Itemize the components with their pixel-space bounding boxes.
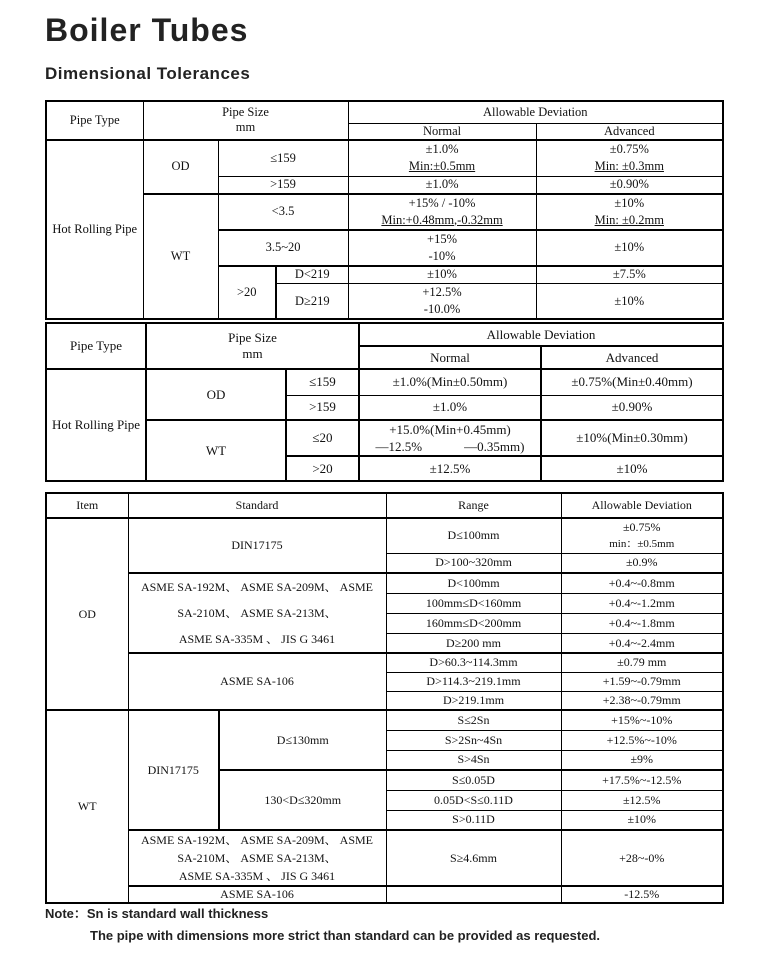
cell-normal: ±10%	[348, 266, 536, 284]
header-pipe-size-unit: mm	[242, 346, 263, 361]
cell-deviation: +1.59~-0.79mm	[561, 672, 723, 691]
header-pipe-size-label: Pipe Size	[222, 105, 269, 120]
cell-sub-size: D≥219	[276, 284, 348, 320]
header-pipe-type: Pipe Type	[46, 101, 143, 140]
cell-range: 160mm≤D<200mm	[386, 614, 561, 634]
cell-range: D≥200 mm	[386, 634, 561, 653]
cell-normal: ±1.0% Min:±0.5mm	[348, 140, 536, 177]
cell-range: S≤0.05D	[386, 770, 561, 790]
note-line-2: The pipe with dimensions more strict than standard can be provided as requested.	[90, 928, 600, 943]
table-row	[46, 573, 723, 593]
page-title: Boiler Tubes	[45, 12, 249, 48]
cell-size: <3.5	[218, 194, 348, 230]
header-pipe-size-unit: mm	[235, 120, 256, 135]
cell-size: ≤20	[286, 420, 359, 456]
cell-deviation: +15%~-10%	[561, 710, 723, 730]
cell-pipe-type: Hot Rolling Pipe	[46, 369, 146, 481]
cell-deviation: ±10%	[561, 810, 723, 830]
cell-deviation: +28~-0%	[561, 830, 723, 886]
cell-advanced: ±10%	[541, 456, 723, 481]
cell-advanced: ±0.75%(Min±0.40mm)	[541, 369, 723, 395]
cell-deviation: +0.4~-1.2mm	[561, 593, 723, 613]
table-row	[46, 830, 723, 886]
cell-standard-din: DIN17175	[128, 518, 386, 573]
cell-deviation: ±0.75% min：±0.5mm	[561, 518, 723, 553]
cell-size-range: 130<D≤320mm	[219, 770, 386, 830]
cell-size: >159	[218, 177, 348, 194]
table-row	[46, 653, 723, 672]
cell-standard-asme106: ASME SA-106	[128, 886, 386, 903]
cell-advanced: ±10%(Min±0.30mm)	[541, 420, 723, 456]
cell-advanced: ±10%	[536, 284, 723, 320]
page-subtitle: Dimensional Tolerances	[45, 64, 251, 83]
header-pipe-size	[143, 101, 348, 140]
cell-advanced: ±7.5%	[536, 266, 723, 284]
cell-advanced: ±0.90%	[536, 177, 723, 194]
header-pipe-type: Pipe Type	[46, 323, 146, 369]
cell-range: 0.05D<S≤0.11D	[386, 790, 561, 810]
cell-range: D>100~320mm	[386, 553, 561, 573]
header-range: Range	[386, 493, 561, 518]
cell-deviation: ±9%	[561, 750, 723, 770]
table-row	[46, 420, 723, 456]
cell-deviation: ±0.79 mm	[561, 653, 723, 672]
cell-normal: +12.5% -10.0%	[348, 284, 536, 320]
cell-size: ≤159	[218, 140, 348, 177]
header-pipe-size-label: Pipe Size	[228, 330, 277, 345]
cell-range: D<100mm	[386, 573, 561, 593]
cell-deviation: +0.4~-0.8mm	[561, 573, 723, 593]
cell-range: 100mm≤D<160mm	[386, 593, 561, 613]
cell-advanced: ±0.75% Min: ±0.3mm	[536, 140, 723, 177]
cell-standard-asme-group: ASME SA-192M、 ASME SA-209M、 ASME SA-210M、 ASME SA-213M、 ASME SA-335M 、 JIS G 3461	[128, 830, 386, 886]
table-row	[46, 369, 723, 395]
table-row	[46, 101, 723, 123]
cell-advanced: ±10%	[536, 230, 723, 266]
cell-od: OD	[143, 140, 218, 194]
cell-normal: ±1.0%	[359, 395, 541, 420]
header-allowable-deviation: Allowable Deviation	[348, 101, 723, 123]
cell-deviation: -12.5%	[561, 886, 723, 903]
cell-standard-asme-group: ASME SA-192M、 ASME SA-209M、 ASME SA-210M、 ASME SA-213M、 ASME SA-335M 、 JIS G 3461	[128, 573, 386, 653]
table-row	[46, 493, 723, 518]
cell-advanced: ±10% Min: ±0.2mm	[536, 194, 723, 230]
tolerance-table-standards	[45, 492, 724, 904]
header-pipe-size	[146, 323, 359, 369]
cell-deviation: +2.38~-0.79mm	[561, 691, 723, 710]
table-row	[46, 710, 723, 730]
cell-pipe-type: Hot Rolling Pipe	[46, 140, 143, 320]
cell-normal: +15% -10%	[348, 230, 536, 266]
header-allowable-deviation: Allowable Deviation	[561, 493, 723, 518]
cell-standard-asme106: ASME SA-106	[128, 653, 386, 710]
cell-range-empty	[386, 886, 561, 903]
cell-range: S>2Sn~4Sn	[386, 730, 561, 750]
tolerance-table-hot-rolling-2	[45, 322, 724, 482]
cell-od: OD	[146, 369, 286, 420]
cell-sub-size: D<219	[276, 266, 348, 284]
header-normal: Normal	[359, 346, 541, 369]
table-row	[46, 886, 723, 903]
cell-normal: +15% / -10% Min:+0.48mm,-0.32mm	[348, 194, 536, 230]
cell-size: ≤159	[286, 369, 359, 395]
cell-range: D>60.3~114.3mm	[386, 653, 561, 672]
cell-normal: +15.0%(Min+0.45mm) —12.5% —0.35mm)	[359, 420, 541, 456]
cell-deviation: +0.4~-1.8mm	[561, 614, 723, 634]
footnotes	[45, 903, 600, 943]
cell-size-range: D≤130mm	[219, 710, 386, 770]
cell-wt: WT	[143, 194, 218, 320]
cell-normal: ±12.5%	[359, 456, 541, 481]
cell-wt: WT	[146, 420, 286, 481]
cell-item-od: OD	[46, 518, 128, 710]
header-normal: Normal	[348, 123, 536, 140]
cell-advanced: ±0.90%	[541, 395, 723, 420]
table-row	[46, 140, 723, 177]
cell-size: >20	[286, 456, 359, 481]
cell-deviation: +0.4~-2.4mm	[561, 634, 723, 653]
cell-size: >20	[218, 266, 276, 320]
note-line-1: Note：Sn is standard wall thickness	[45, 906, 269, 921]
cell-range: D≤100mm	[386, 518, 561, 553]
header-item: Item	[46, 493, 128, 518]
cell-size: 3.5~20	[218, 230, 348, 266]
header-allowable-deviation: Allowable Deviation	[359, 323, 723, 346]
cell-deviation: ±12.5%	[561, 790, 723, 810]
cell-normal: ±1.0%	[348, 177, 536, 194]
cell-range: D>219.1mm	[386, 691, 561, 710]
header-standard: Standard	[128, 493, 386, 518]
cell-deviation: +12.5%~-10%	[561, 730, 723, 750]
cell-item-wt: WT	[46, 710, 128, 903]
table-row	[46, 194, 723, 230]
tolerance-table-hot-rolling-1	[45, 100, 724, 320]
cell-standard-din: DIN17175	[128, 710, 219, 830]
cell-range: S>0.11D	[386, 810, 561, 830]
header-advanced: Advanced	[536, 123, 723, 140]
cell-size: >159	[286, 395, 359, 420]
cell-range: S≤2Sn	[386, 710, 561, 730]
cell-deviation: +17.5%~-12.5%	[561, 770, 723, 790]
cell-range: D>114.3~219.1mm	[386, 672, 561, 691]
table-row	[46, 323, 723, 346]
cell-range: S>4Sn	[386, 750, 561, 770]
cell-deviation: ±0.9%	[561, 553, 723, 573]
table-row	[46, 518, 723, 553]
header-advanced: Advanced	[541, 346, 723, 369]
cell-range: S≥4.6mm	[386, 830, 561, 886]
cell-normal: ±1.0%(Min±0.50mm)	[359, 369, 541, 395]
